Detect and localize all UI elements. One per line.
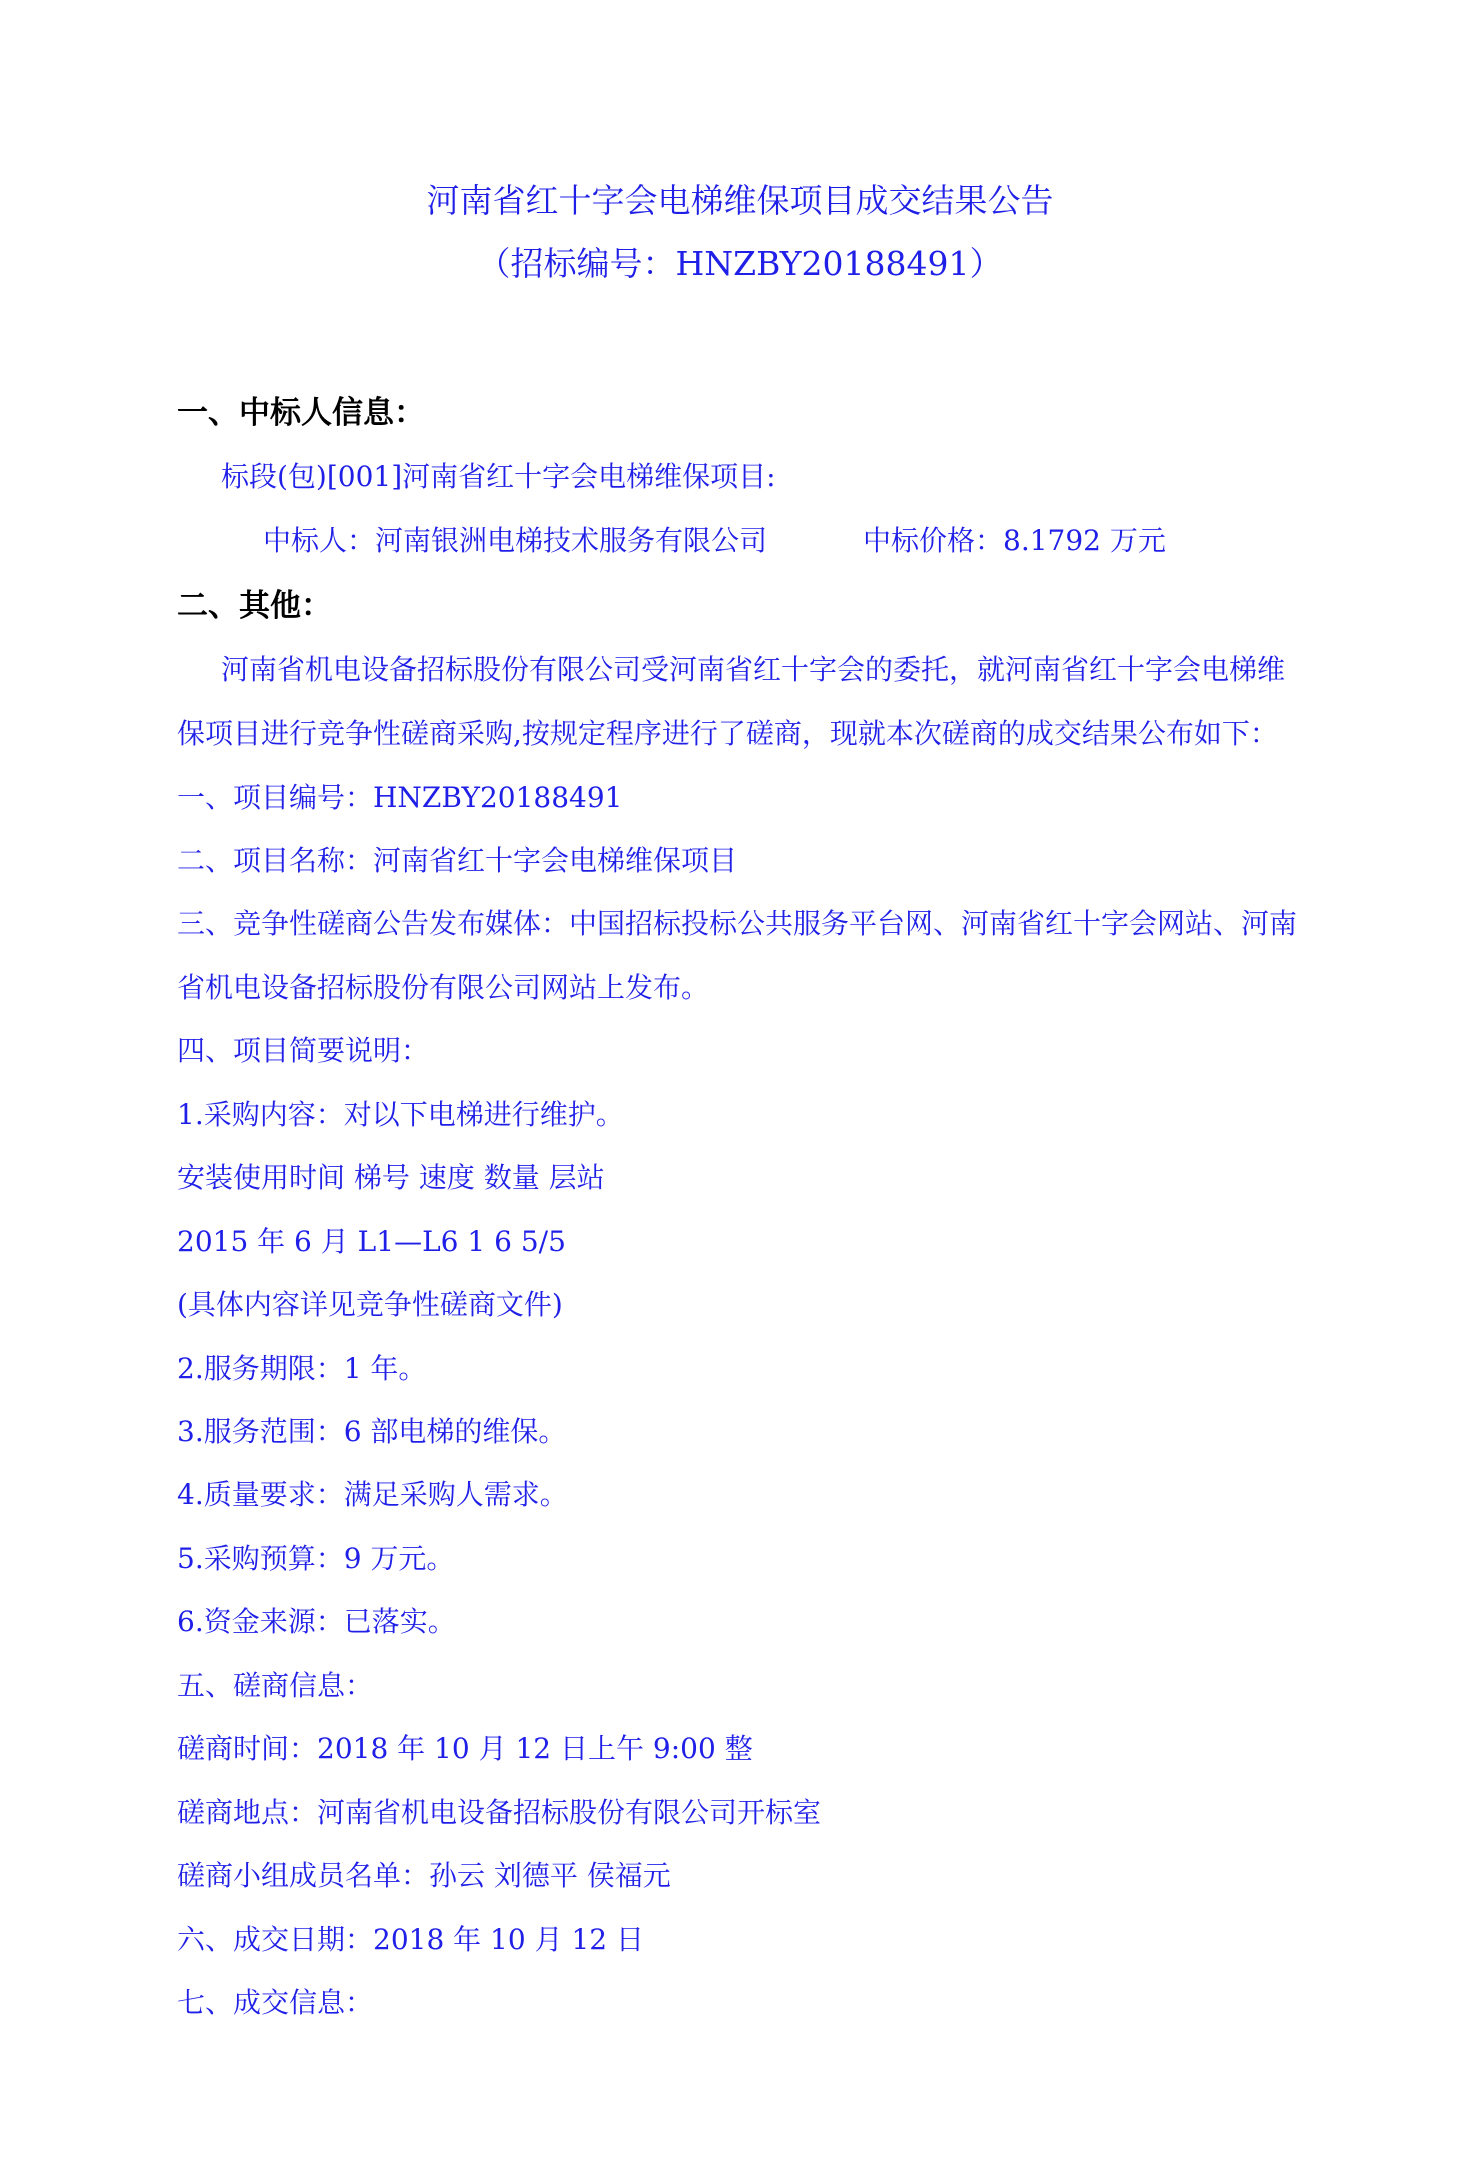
item-media-line-2: 省机电设备招标股份有限公司网站上发布。 bbox=[177, 971, 710, 1004]
elevator-table-note: (具体内容详见竞争性磋商文件) bbox=[177, 1288, 563, 1321]
item-negotiation-info: 五、磋商信息： bbox=[177, 1669, 374, 1702]
intro-line-1: 河南省机电设备招标股份有限公司受河南省红十字会的委托，就河南省红十字会电梯维 bbox=[221, 653, 1286, 686]
intro-line-2: 保项目进行竞争性磋商采购,按规定程序进行了磋商，现就本次磋商的成交结果公布如下： bbox=[177, 717, 1278, 750]
negotiation-time: 磋商时间：2018 年 10 月 12 日上午 9:00 整 bbox=[177, 1732, 753, 1765]
document-subtitle: （招标编号：HNZBY20188491） bbox=[477, 244, 1003, 283]
lot-line: 标段(包)[001]河南省红十字会电梯维保项目: bbox=[221, 460, 776, 493]
negotiation-members: 磋商小组成员名单：孙云 刘德平 侯福元 bbox=[177, 1859, 671, 1892]
item-transaction-info: 七、成交信息： bbox=[177, 1986, 374, 2019]
winner-line: 中标人：河南银洲电梯技术服务有限公司 bbox=[263, 524, 768, 557]
sub-budget: 5.采购预算：9 万元。 bbox=[177, 1542, 455, 1575]
document-title: 河南省红十字会电梯维保项目成交结果公告 bbox=[426, 181, 1054, 220]
item-transaction-date: 六、成交日期：2018 年 10 月 12 日 bbox=[177, 1923, 645, 1956]
item-project-number: 一、项目编号：HNZBY20188491 bbox=[177, 781, 623, 814]
sub-quality-requirement: 4.质量要求：满足采购人需求。 bbox=[177, 1478, 568, 1511]
price-line: 中标价格：8.1792 万元 bbox=[863, 524, 1166, 557]
sub-service-scope: 3.服务范围：6 部电梯的维保。 bbox=[177, 1415, 567, 1448]
section2-heading: 二、其他： bbox=[177, 588, 332, 624]
elevator-table-header: 安装使用时间 梯号 速度 数量 层站 bbox=[177, 1161, 605, 1194]
sub-procurement-content: 1.采购内容：对以下电梯进行维护。 bbox=[177, 1098, 624, 1131]
section1-heading: 一、中标人信息： bbox=[177, 395, 425, 431]
negotiation-place: 磋商地点：河南省机电设备招标股份有限公司开标室 bbox=[177, 1796, 822, 1829]
item-project-name: 二、项目名称：河南省红十字会电梯维保项目 bbox=[177, 844, 738, 877]
elevator-table-row: 2015 年 6 月 L1—L6 1 6 5/5 bbox=[177, 1225, 566, 1258]
sub-service-period: 2.服务期限：1 年。 bbox=[177, 1352, 427, 1385]
item-project-brief: 四、项目简要说明： bbox=[177, 1034, 430, 1067]
item-media-line-1: 三、竞争性磋商公告发布媒体：中国招标投标公共服务平台网、河南省红十字会网站、河南 bbox=[177, 907, 1298, 940]
sub-funding-source: 6.资金来源：已落实。 bbox=[177, 1605, 456, 1638]
